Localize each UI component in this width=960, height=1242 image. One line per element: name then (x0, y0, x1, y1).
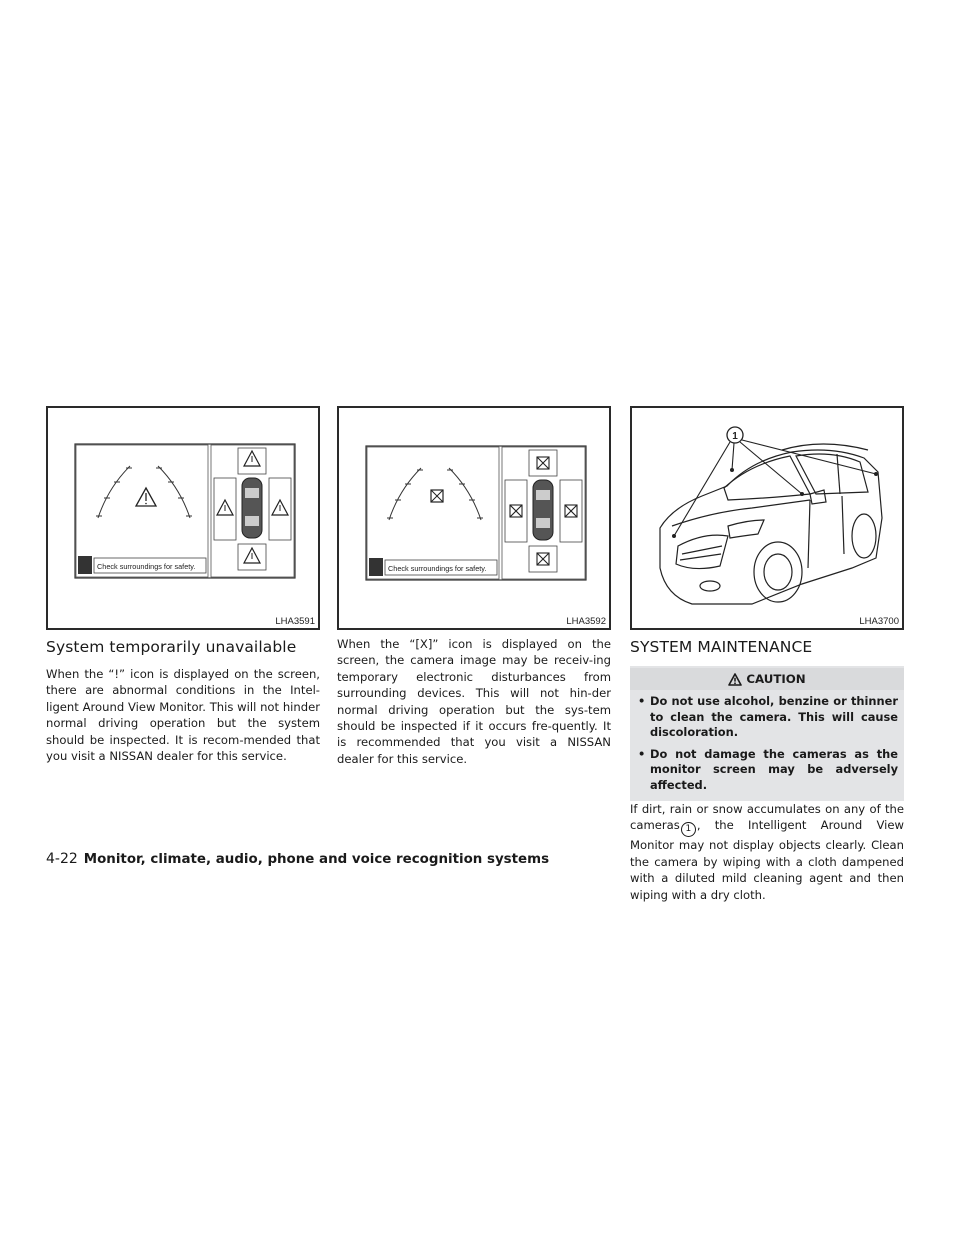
section-heading-unavailable: System temporarily unavailable (46, 638, 297, 656)
page-number: 4-22 (46, 851, 78, 867)
section-heading-maintenance: SYSTEM MAINTENANCE (630, 638, 813, 656)
bullet-icon: • (638, 694, 646, 708)
figure-callout-number: 1 (732, 431, 738, 442)
monitor-disturbance-illustration (339, 408, 609, 628)
paragraph-unavailable: When the “!” icon is displayed on the screen, there are abnormal conditions in the Intel-ligent Around View Monitor. This will not hinder normal driving operation but the system should be inspected. It is recom-mended that you visit a NISSAN dealer for this service. (46, 667, 320, 764)
page-footer (46, 851, 549, 867)
vehicle-camera-illustration (632, 408, 902, 628)
caution-item: • Do not damage the cameras as the monitor screen may be adversely affected. (638, 746, 898, 792)
column-middle (337, 406, 611, 767)
monitor-warning-illustration (48, 408, 318, 628)
column-left (46, 406, 320, 764)
figure-code: LHA3592 (566, 616, 606, 627)
figure-code: LHA3700 (859, 616, 899, 627)
warning-triangle-icon (728, 673, 742, 686)
callout-number-icon: 1 (681, 822, 696, 837)
paragraph-disturbance: When the “[X]” icon is displayed on the screen, the camera image may be receiv-ing temporary electronic disturbances from surrounding devices. This will not hin-der normal driving operation but the sys-tem should be inspected if it occurs fre-quently. It is recommended that you visit a NISSAN dealer for this service. (337, 637, 611, 766)
paragraph-maintenance: If dirt, rain or snow accumulates on any of the cameras 1 , the Intelligent Around View Monitor may not display objects clearly. Clean the camera by wiping with a cloth dampened with a diluted mild cleaning agent and then wiping with a dry cloth. (630, 802, 904, 902)
screen-message: Check surroundings for safety. (388, 564, 487, 573)
caution-item: • Do not use alcohol, benzine or thinner to clean the camera. This will cause discoloration. (638, 694, 898, 739)
caution-header (630, 668, 904, 690)
caution-box (630, 666, 904, 801)
caution-title: CAUTION (746, 672, 806, 686)
figure-disturbance-icons (337, 406, 611, 630)
figure-code: LHA3591 (275, 616, 315, 627)
figure-camera-locations (630, 406, 904, 630)
screen-message: Check surroundings for safety. (97, 562, 196, 571)
figure-warning-icons (46, 406, 320, 630)
chapter-title: Monitor, climate, audio, phone and voice recognition systems (83, 852, 550, 867)
column-right (630, 406, 904, 903)
bullet-icon: • (638, 746, 646, 761)
